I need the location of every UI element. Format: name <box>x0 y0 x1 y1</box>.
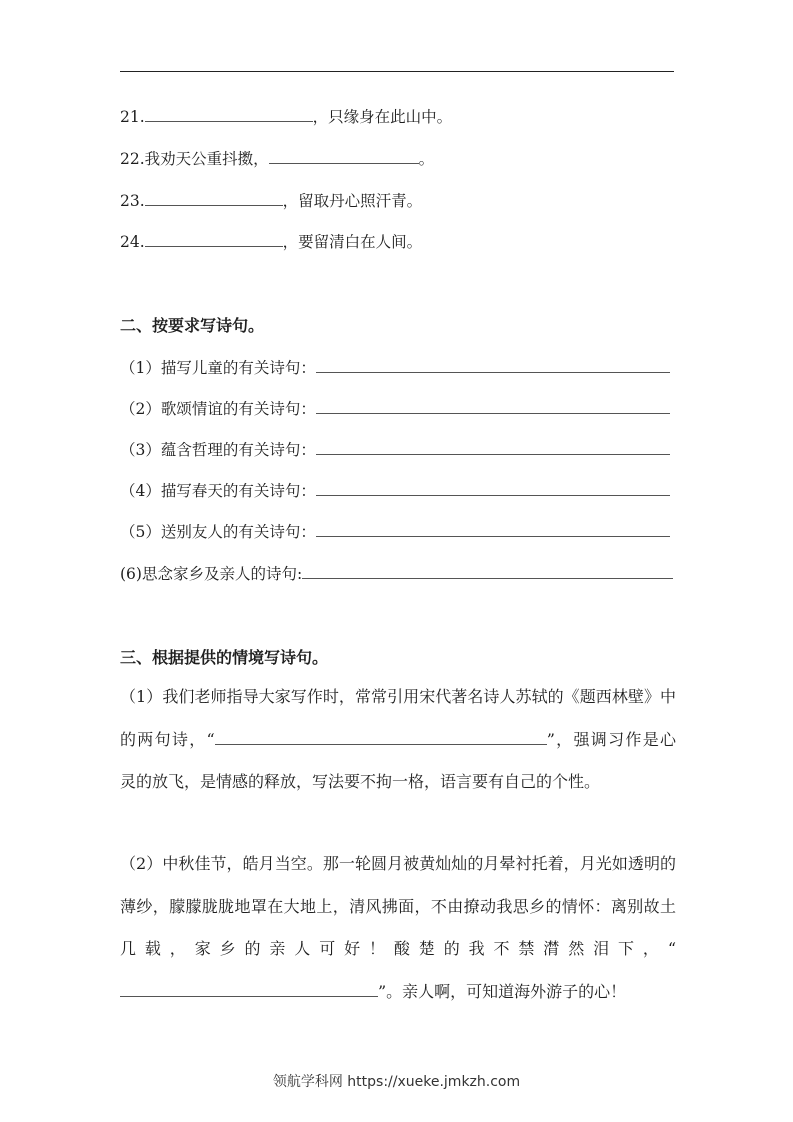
answer-blank[interactable] <box>316 481 670 496</box>
question-22 <box>120 149 434 169</box>
question-number: 23. <box>120 192 145 210</box>
answer-blank[interactable] <box>269 149 419 164</box>
section-3-title: 三、根据提供的情境写诗句。 <box>120 648 329 667</box>
scenario-text: ”，强调习作是心灵的放飞，是情感的释放，写法要不拘一格，语言要有自己的个性。 <box>120 729 676 791</box>
question-23 <box>120 191 422 211</box>
requirement-label: （2）歌颂情谊的有关诗句： <box>120 400 316 418</box>
poem-requirement-6 <box>120 564 673 584</box>
question-text: ，留取丹心照汗青。 <box>282 192 423 210</box>
requirement-label: （5）送别友人的有关诗句： <box>120 523 316 541</box>
poem-requirement-1 <box>120 358 670 378</box>
section-2-title: 二、按要求写诗句。 <box>120 316 265 335</box>
scenario-1 <box>120 676 676 804</box>
requirement-label: （4）描写春天的有关诗句： <box>120 482 316 500</box>
header-rule <box>120 71 674 72</box>
poem-requirement-5 <box>120 522 670 542</box>
question-number: 22. <box>120 150 145 168</box>
answer-blank[interactable] <box>316 522 670 537</box>
requirement-label: (6)思念家乡及亲人的诗句: <box>120 565 303 583</box>
question-text: 我劝天公重抖擞， <box>144 150 269 168</box>
question-number: 24. <box>120 233 145 251</box>
answer-blank[interactable] <box>316 399 670 414</box>
poem-requirement-3 <box>120 440 670 460</box>
footer-watermark: 领航学科网 https://xueke.jmkzh.com <box>272 1074 521 1090</box>
answer-blank[interactable] <box>145 191 283 206</box>
scenario-text: （2）中秋佳节，皓月当空。那一轮圆月被黄灿灿的月晕衬托着，月光如透明的薄纱，朦朦胧胧地罩在大地上，清风拂面，不由撩动我思乡的情怀：离别故土几载，家乡的亲人可好！酸楚的我不禁潸然泪下，“ <box>120 854 676 958</box>
question-number: 21. <box>120 108 145 126</box>
question-24 <box>120 232 422 252</box>
answer-blank[interactable] <box>316 358 670 373</box>
answer-blank[interactable] <box>145 107 313 122</box>
answer-blank[interactable] <box>316 440 670 455</box>
answer-blank[interactable] <box>145 232 283 247</box>
question-text: ，只缘身在此山中。 <box>312 108 453 126</box>
question-text: ，要留清白在人间。 <box>282 233 423 251</box>
question-text: 。 <box>418 150 435 168</box>
answer-blank[interactable] <box>302 564 673 579</box>
question-21 <box>120 107 452 127</box>
requirement-label: （3）蕴含哲理的有关诗句： <box>120 441 316 459</box>
poem-requirement-4 <box>120 481 670 501</box>
poem-requirement-2 <box>120 399 670 419</box>
requirement-label: （1）描写儿童的有关诗句： <box>120 359 316 377</box>
scenario-text: （1）我们老师指导大家写作时，常常引用宋代著名诗人苏轼的《题西林壁》中的两句诗，“ <box>120 687 676 749</box>
scenario-2 <box>120 843 676 1013</box>
answer-blank[interactable] <box>215 730 547 745</box>
answer-blank[interactable] <box>120 982 378 997</box>
scenario-text: ”。亲人啊，可知道海外游子的心！ <box>378 981 627 1001</box>
